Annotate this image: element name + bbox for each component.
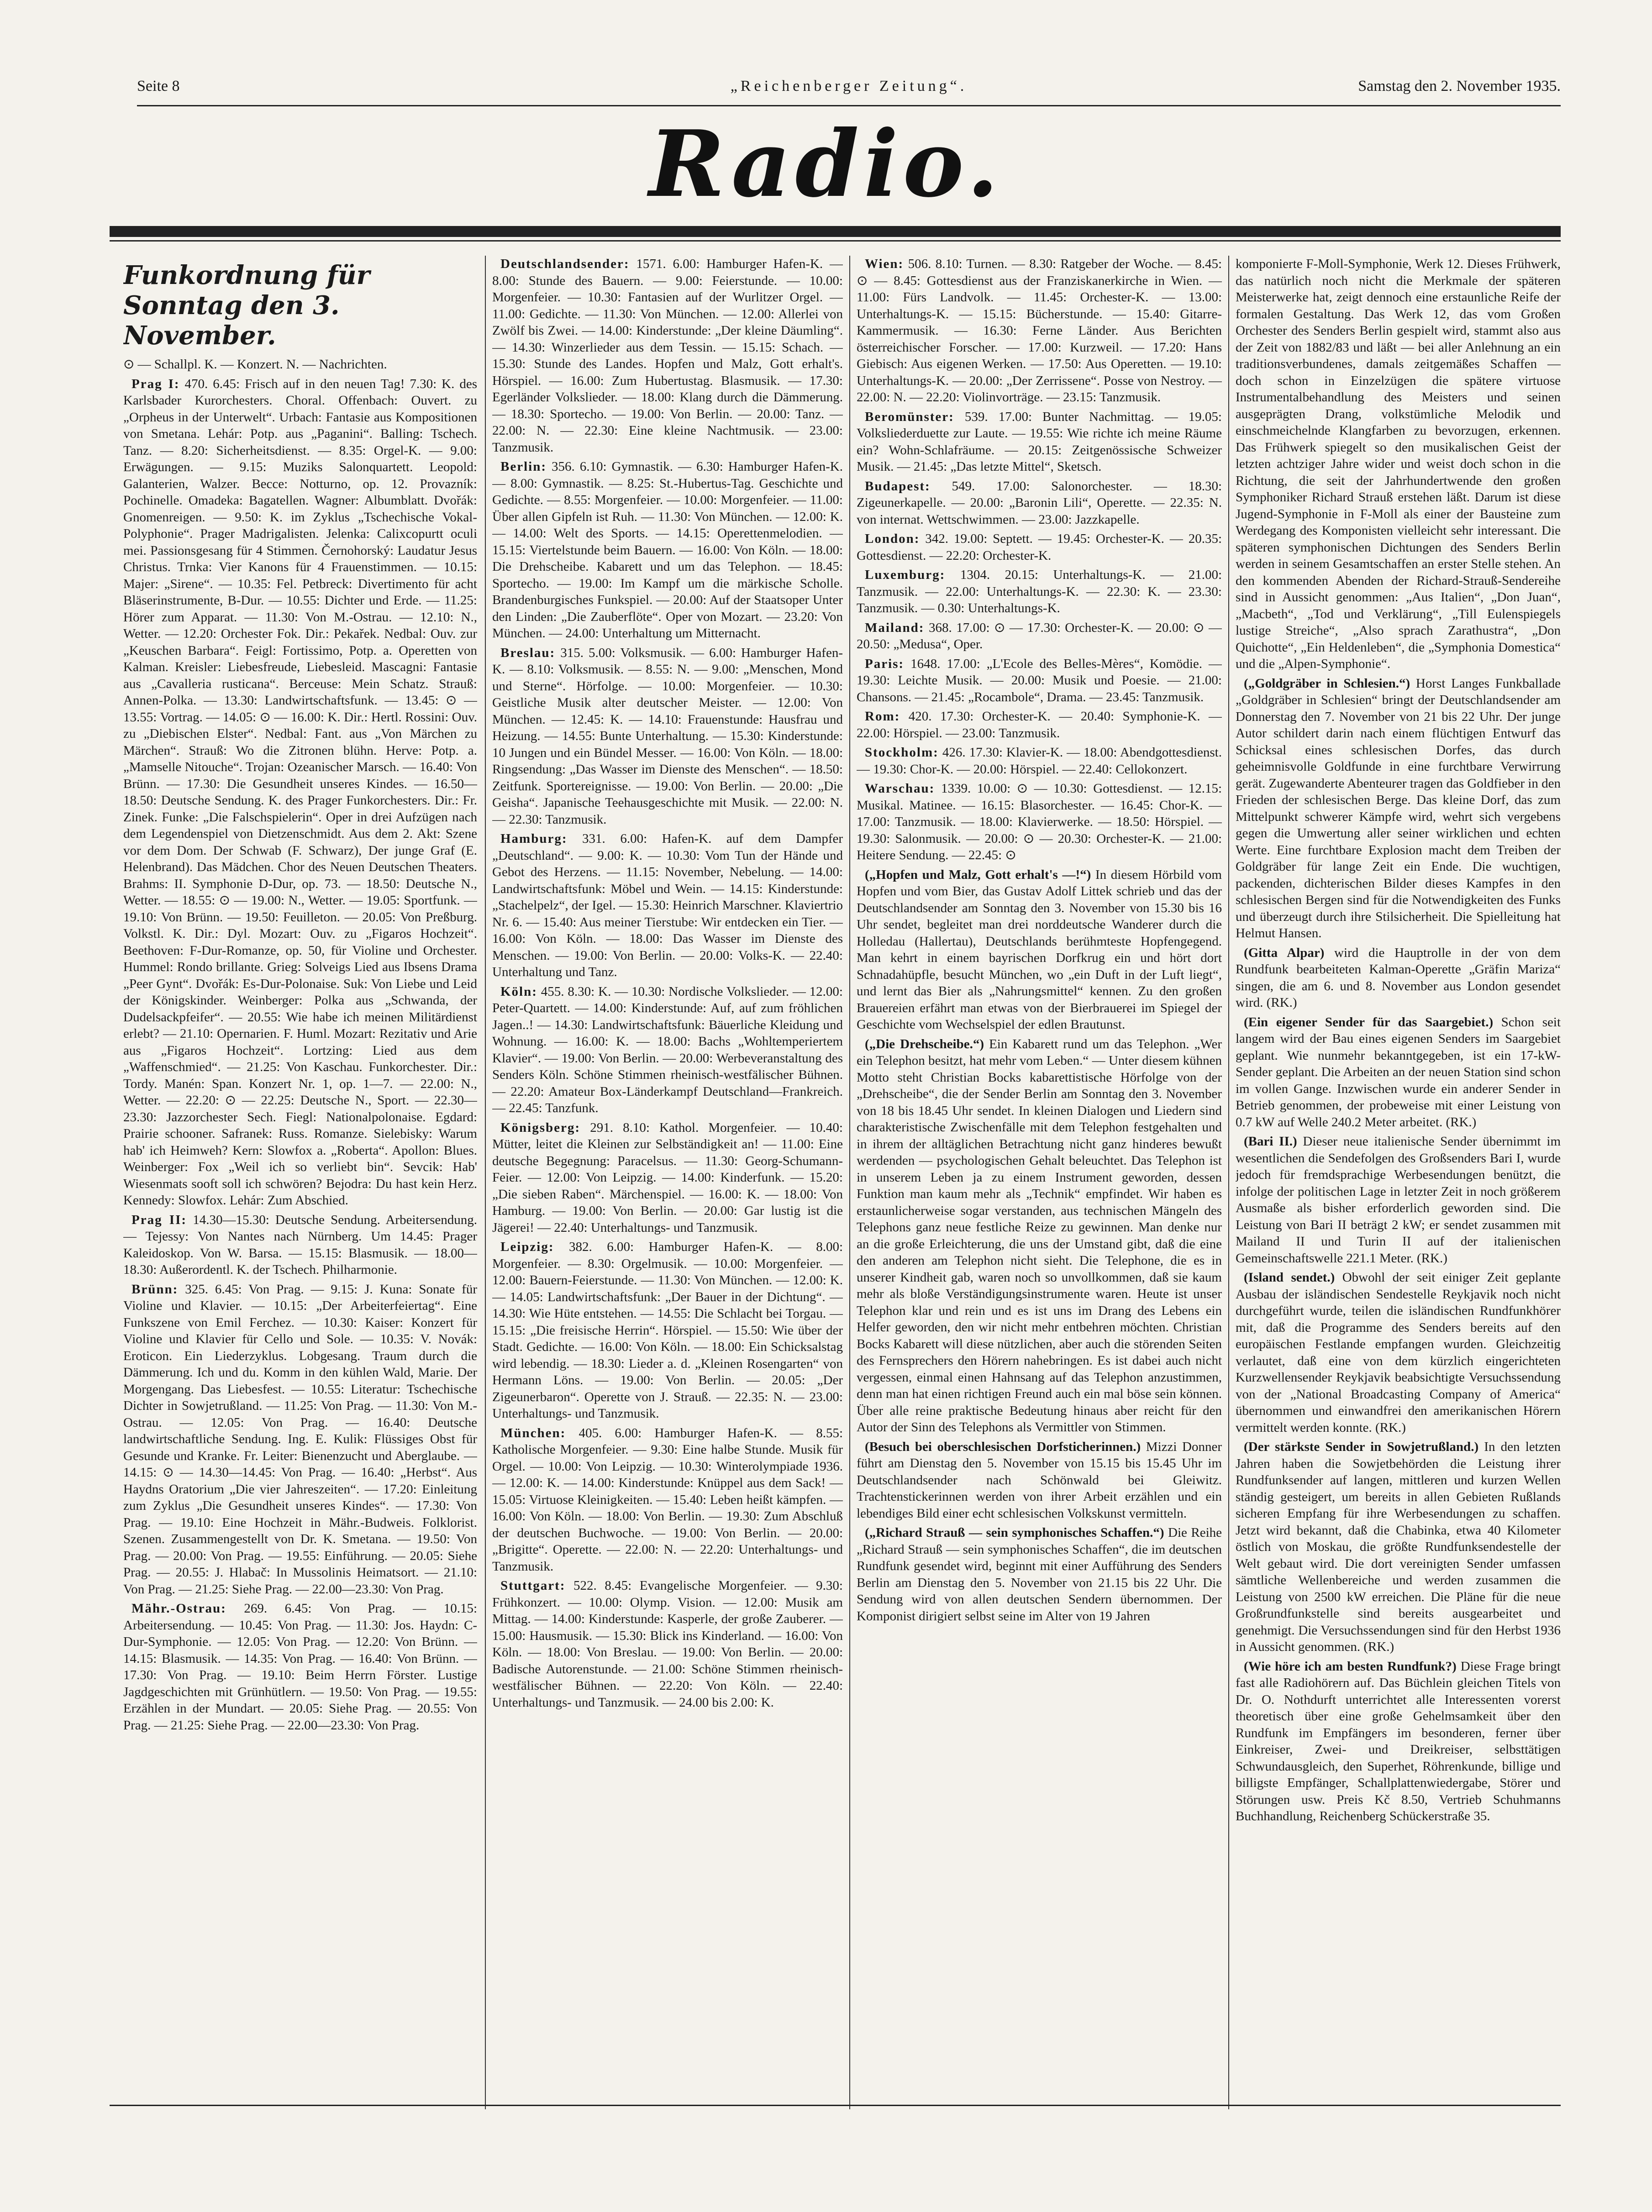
column-divider	[849, 256, 850, 2109]
article-body: wird die Hauptrolle in der von dem Rundfunk bearbeiteten Kalman-Operette „Gräfin Mariza“ singen, die am 6. und 8. November aus London gesendet wird. (RK.)	[1236, 945, 1561, 1010]
station-program: 539. 17.00: Bunter Nachmittag. — 19.05: Volksliederduette zur Laute. — 19.55: Wie richte ich meine Räume ein? Wohn-Schlafräume. — 20.15: Zeitgenössische Schweizer Musik. — 21.45: „Das letzte Mittel“, Sketsch.	[857, 409, 1222, 474]
article-body: Horst Langes Funkballade „Goldgräber in Schlesien“ bringt der Deutschlandsender am Donnerstag den 7. November von 21 bis 22 Uhr. Der junge Autor schildert darin nach einem flüchtigen Entwurf das Schicksal eines schlesischen Dorfes, das durch geheimnisvolle Goldfunde in eine furchtbare Verwirrung gerät. Zugewanderte Abenteurer tragen das Goldfieber in den Frieden der schlesischen Berge. Das kleine Dorf, das zum Mittelpunkt schwerer Kämpfe wird, wehrt sich vergebens gegen die Umwertung aller seiner wirklichen und echten Werte. Eine furchtbare Explosion macht dem Treiben der Goldgräber für lange Zeit ein Ende. Die wuchtigen, packenden, dichterischen Bilder dieses Kampfes in den schlesischen Bergen sind für die Notwendigkeiten des Funks und überzeugt durch ihre Stilsicherheit. Die Spielleitung hat Helmut Hansen.	[1236, 676, 1561, 940]
column-4	[1236, 256, 1561, 2093]
article-heading: (Der stärkste Sender in Sowjetrußland.)	[1244, 1440, 1479, 1454]
station-entry	[492, 830, 843, 981]
station-name: Paris:	[865, 656, 905, 671]
legend: ⊙ — Schallpl. K. — Konzert. N. — Nachrichten.	[123, 357, 387, 372]
station-program: 356. 6.10: Gymnastik. — 6.30: Hamburger Hafen-K. — 8.00: Gymnastik. — 8.25: St.-Hubertus-Tag. Geschichte und Gedichte. — 8.55: Morgenfeier. — 10.00: Morgenfeier. — 11.00: Über allen Gipfeln ist Ruh. — 11.30: Von München. — 12.00: K. — 14.00: Welt des Sports. — 14.15: Operettenmelodien. — 15.15: Viertelstunde beim Bauern. — 16.00: Von Köln. — 18.00: Die Drehscheibe. Kabarett und um das Telephon. — 18.45: Sportecho. — 19.00: Im Kampf um die märkische Scholle. Brandenburgisches Funkspiel. — 20.00: Auf der Staatsoper Unter den Linden: „Die Zauberflöte“. Oper von Mozart. — 23.20: Von München. — 24.00: Unterhaltung um Mitternacht.	[492, 459, 843, 641]
station-program: 382. 6.00: Hamburger Hafen-K. — 8.00: Morgenfeier. — 8.30: Orgelmusik. — 10.00: Morgenfeier. — 12.00: Bauern-Feierstunde. — 11.30: Von München. — 12.00: K. — 14.05: Landwirtschaftsfunk: „Der Bauer in der Dichtung“. — 14.30: Wie Hüte entstehen. — 14.55: Die Schlacht bei Torgau. — 15.15: „Die freisische Herrin“. Hörspiel. — 15.50: Wie über der Stadt. Gedichte. — 16.00: Von Köln. — 18.00: Ein Schicksalstag wird lebendig. — 18.30: Lieder a. d. „Kleinen Rosengarten“ von Hermann Löns. — 19.00: Von Berlin. — 20.05: „Der Zigeunerbaron“. Operette von J. Strauß. — 22.35: N. — 23.00: Unterhaltungs- und Tanzmusik.	[492, 1240, 843, 1421]
article-body: In diesem Hörbild vom Hopfen und vom Bier, das Gustav Adolf Littek schrieb und das der Deutschlandsender am Sonntag den 3. November von 15.30 bis 16 Uhr sendet, begleitet man drei norddeutsche Wanderer durch die Holledau (Hallertau), Deutschlands berühmteste Hopfengegend. Man kehrt in einem bayrischen Dorfkrug ein und hört dort Schnadahüpfle, besucht München, wo „ein Duft in der Luft liegt“, und lernt das Bier als „Nahrungsmittel“ kennen. Zu den großen Brauereien erfährt man etwas von der Bierbrauerei im Spiegel der Geschichte vom Wechselspiel der edlen Brautunst.	[857, 867, 1222, 1032]
article-body: Obwohl der seit einiger Zeit geplante Ausbau der isländischen Sendestelle Reykjavik noch nicht durchgeführt wurde, teilen die isländischen Rundfunkhörer mit, daß die Programme des Senders bereits auf den europäischen Festlande empfangen wurden. Gleichzeitig verlautet, daß eine von dem kürzlich eingerichteten Kurzwellensender Reykjavik beabsichtigte Versuchssendung von der „National Broadcasting Company of America“ übernommen und einwandfrei den amerikanischen Hörern vermittelt werden konnte. (RK.)	[1236, 1270, 1561, 1435]
station-name: Stuttgart:	[500, 1578, 566, 1593]
article-heading: (Besuch bei oberschlesischen Dorfsticherinnen.)	[865, 1439, 1141, 1454]
column-1	[123, 256, 477, 2093]
station-entry	[857, 256, 1222, 406]
article	[1236, 945, 1561, 1011]
station-name: Budapest:	[865, 478, 931, 494]
article	[857, 1524, 1222, 1624]
station-name: Warschau:	[865, 781, 935, 796]
article-body: Schon seit langem wird der Bau eines eigenen Senders im Saargebiet geplant. Wie nunmehr bekanntgegeben, ist ein 17-kW-Sender geplant. Die Arbeiten an der neuen Station sind schon im vollen Gange. Inzwischen wurde ein anderer Sender in Betrieb genommen, der probeweise mit einer Leistung von 0.7 kW auf Welle 240.2 Meter arbeitet. (RK.)	[1236, 1014, 1561, 1130]
station-name: Breslau:	[500, 645, 556, 660]
station-name: Deutschlandsender:	[500, 257, 630, 271]
article-heading: („Richard Strauß — sein symphonisches Schaffen.“)	[865, 1525, 1164, 1540]
masthead-rule-thin	[110, 240, 1561, 242]
article-heading: („Goldgräber in Schlesien.“)	[1244, 676, 1410, 691]
page-number: Seite 8	[137, 78, 180, 95]
station-entry	[492, 458, 843, 642]
station-entry	[857, 780, 1222, 864]
article-heading: (Bari II.)	[1244, 1134, 1297, 1149]
running-header	[137, 78, 1561, 106]
article	[1236, 675, 1561, 942]
station-name: Brünn:	[132, 1282, 179, 1297]
station-program: 291. 8.10: Kathol. Morgenfeier. — 10.40: Mütter, leitet die Kleinen zur Selbständigkeit an! — 11.00: Eine deutsche Begegnung: Paracelsus. — 11.30: Georg-Schumann-Feier. — 12.00: Von Leipzig. — 14.00: Kinderfunk. — 15.20: „Die sieben Raben“. Märchenspiel. — 16.00: K. — 18.00: Von Hamburg. — 19.00: Von Berlin. — 20.00: Gar lustig ist die Jägerei! — 22.40: Unterhaltungs- und Tanzmusik.	[492, 1120, 843, 1235]
station-program: 470. 6.45: Frisch auf in den neuen Tag! 7.30: K. des Karlsbader Kurorchesters. Choral. Offenbach: Ouvert. zu „Orpheus in der Unterwelt“. Urbach: Fantasie aus Kompositionen von Smetana. Lehár: Potp. aus „Paganini“. Balling: Tschech. Tanz. — 8.20: Sicherheitsdienst. — 8.35: Orgel-K. — 9.00: Erwägungen. — 9.15: Muziks Salonquartett. Leopold: Galanterien, Walzer. Becce: Notturno, op. 12. Provazník: Pochinelle. Omadeka: Bagatellen. Wagner: Albumblatt. Dvořák: Gnomenreigen. — 9.50: K. im Zyklus „Tschechische Vokal-Polyphonie“. Prager Madrigalisten. Jelenka: Calixcopurtt oculi mei. Passionsgesang für 4 Stimmen. Černohorský: Laudatur Jesus Christus. Trnka: Vier Kanons für 4 Frauenstimmen. — 10.15: Majer: „Sirene“. — 10.35: Fel. Petbreck: Divertimento für acht Bläserinstrumente, B-Dur. — 10.55: Dichter und Erde. — 11.25: Hörer zum Apparat. — 11.30: Von M.-Ostrau. — 12.10: N., Wetter. — 12.20: Orchester Fok. Dir.: Pekařek. Nedbal: Ouv. zur „Keuschen Barbara“. Feigl: Fortissimo, Potp. a. Operetten von Kalman. Kreisler: Liebesfreude, Liebesleid. Mascagni: Fantasie aus „Cavalleria rusticana“. Berceuse: Mein Schatz. Strauß: Annen-Polka. — 13.30: Landwirtschaftsfunk. — 13.45: ⊙ — 13.55: Vortrag. — 14.05: ⊙ — 16.00: K. Dir.: Hertl. Rossini: Ouv. zu „Diebischen Elster“. Nedbal: Fant. aus „Von Märchen zu Märchen“. Strauß: Wo die Zitronen blühn. Herve: Potp. a. „Mamselle Nitouche“. Trojan: Ozeanischer Marsch. — 16.40: Von Brünn. — 17.30: Die Gesundheit unseres Kindes. — 16.50—18.50: Deutsche Sendung. K. des Prager Funkorchesters. Dir.: Fr. Zinek. Funke: „Die Falschspielerin“. Oper in drei Aufzügen nach dem Legendenspiel von Dietzenschmidt. Aus dem 2. Akt: Szene vor dem Dom. Der Schwab (F. Schwarz), Der junge Graf (E. Helenbrand). Das Mädchen. Chor des Neuen Deutschen Theaters. Brahms: II. Symphonie D-Dur, op. 73. — 18.50: Deutsche N., Wetter. — 18.55: ⊙ — 19.00: N., Wetter. — 19.05: Sportfunk. — 19.10: Von Brünn. — 19.50: Feuilleton. — 20.05: Von Preßburg. Volkstl. K. Dir.: Dyl. Mozart: Ouv. zu „Figaros Hochzeit“. Beethoven: F-Dur-Romanze, op. 50, für Violine und Orchester. Hummel: Rondo brillante. Grieg: Solveigs Lied aus Ibsens Drama „Peer Gynt“. Dvořák: Es-Dur-Polonaise. Suk: Von Liebe und Leid der Königskinder. Weinberger: Polka aus „Schwanda, der Dudelsackpfeifer“. — 20.55: Wie habe ich meinen Militärdienst erlebt? — 21.10: Opernarien. F. Huml. Mozart: Rezitativ und Arie aus „Figaros Hochzeit“. Lortzing: Lied aus dem „Waffenschmied“. — 21.25: Von Kaschau. Funkorchester. Dir.: Tordy. Manén: Span. Konzert Nr. 1, op. 1—7. — 22.00: N., Wetter. — 22.20: ⊙ — 22.25: Deutsche N., Sport. — 22.30—23.30: Jazzorchester Sech. Fiegl: Nationalpolonaise. Egdard: Prairie schooner. Safranek: Russ. Romanze. Sielebisky: Warum hab' ich Heimweh? Kern: Slowfox a. „Roberta“. Apollon: Blues. Weinberger: Fox „Weil ich so verliebt bin“. Sevcik: Hab' Wiesenmats sooft soll ich schwören? Bejodra: Du hast kein Herz. Kennedy: Slowfox. Lehár: Zum Abschied.	[123, 376, 477, 1208]
station-name: München:	[500, 1425, 566, 1440]
article-body: Mizzi Donner führt am Dienstag den 5. November von 15.15 bis 15.45 Uhr im Deutschlandsender nach Schönwald bei Gleiwitz. Trachtenstickerinnen werden von ihrer Arbeit erzählen und ein lebendiges Bild einer echt schlesischen Volkskunst vermitteln.	[857, 1439, 1222, 1521]
article-heading: (Wie höre ich am besten Rundfunk?)	[1244, 1659, 1457, 1674]
station-program: 269. 6.45: Von Prag. — 10.15: Arbeitersendung. — 10.45: Von Prag. — 11.30: Jos. Haydn: C-Dur-Symphonie. — 12.05: Von Prag. — 12.20: Von Brünn. — 14.15: Blasmusik. — 14.35: Von Prag. — 16.40: Von Brünn. — 17.30: Von Prag. — 19.10: Beim Herrn Förster. Lustige Jagdgeschichten mit Grünhütlern. — 19.50: Von Prag. — 19.55: Erzählen in der Mundart. — 20.05: Siehe Prag. — 20.55: Von Prag. — 21.25: Siehe Prag. — 22.00—23.30: Von Prag.	[123, 1601, 477, 1733]
station-entry	[857, 708, 1222, 741]
article-body: Dieser neue italienische Sender übernimmt im wesentlichen die Sendefolgen des Großsenders Bari I, wurde jedoch für fremdsprachige Werbesendungen benützt, die infolge der politischen Lage in letzter Zeit in noch größerem Ausmaße als bisher erforderlich geworden sind. Die Leistung von Bari II beträgt 2 kW; er sendet zusammen mit Mailand II und Turin II auf der italienischen Gemeinschaftswelle 221.1 Meter. (RK.)	[1236, 1134, 1561, 1266]
station-program: 1339. 10.00: ⊙ — 10.30: Gottesdienst. — 12.15: Musikal. Matinee. — 16.15: Blasorchester. — 16.45: Chor-K. — 17.00: Tanzmusik. — 18.00: Klavierwerke. — 18.50: Hörspiel. — 19.30: Salonmusik. — 20.00: ⊙ — 20.30: Orchester-K. — 21.00: Heitere Sendung. — 22.45: ⊙	[857, 781, 1222, 862]
station-entry	[857, 478, 1222, 528]
article	[1236, 1014, 1561, 1131]
column-divider	[1228, 256, 1229, 2109]
article-heading: (Gitta Alpar)	[1244, 945, 1325, 960]
article-continuation: komponierte F-Moll-Symphonie, Werk 12. Dieses Frühwerk, das natürlich noch nicht die Merkmale der späteren Meisterwerke hat, zeigt dennoch eine erstaunliche Reife der formalen Gestaltung. Das Werk 12, das vom Großen Orchester des Senders Berlin gespielt wird, stammt also aus der Zeit von 1882/83 und läßt — bei aller Anlehnung an ein traditionsverbundenes, damals zeitgemäßes Schaffen — doch schon in Einzelzügen die spätere virtuose Instrumentalbehandlung des Meisters und seinen ausgeprägten Drang, volkstümliche Melodik und einschmeichelnde Klangfarben zu bevorzugen, erkennen. Das Frühwerk spiegelt so den musikalischen Geist der letzten achtziger Jahre wider und weist doch schon in die Richtung, die seit der Jahrhundertwende den großen Symphoniker Richard Strauß erstehen läßt. Darum ist diese Jugend-Symphonie in F-Moll als einer der Bausteine zum Werdegang des Komponisten vielleicht sehr interessant. Die späteren symphonischen Dichtungen des Senders Berlin werden in seinem Gesamtschaffen an erster Stelle stehen. An den kommenden Abenden der Richard-Strauß-Sendereihe sind in Aussicht genommen: „Aus Italien“, „Don Juan“, „Macbeth“, „Tod und Verklärung“, „Till Eulenspiegels lustige Streiche“, „Also sprach Zarathustra“, „Don Quichotte“, „Ein Heldenleben“, die „Symphonia Domestica“ und die „Alpen-Symphonie“.	[1236, 257, 1561, 671]
station-program: 1648. 17.00: „L'Ecole des Belles-Mères“, Komödie. — 19.30: Leichte Musik. — 20.00: Musik und Poesie. — 21.00: Chansons. — 21.45: „Rocambole“, Drama. — 23.45: Tanzmusik.	[857, 656, 1222, 704]
station-program: 506. 8.10: Turnen. — 8.30: Ratgeber der Woche. — 8.45: ⊙ — 8.45: Gottesdienst aus der Franziskanerkirche in Wien. — 11.00: Fürs Landvolk. — 11.45: Orchester-K. — 13.00: Unterhaltungs-K. — 15.15: Bücherstunde. — 15.40: Gitarre-Kammermusik. — 16.30: Ferne Länder. Aus Berichten österreichischer Forscher. — 17.00: Kurzweil. — 17.20: Hans Giebisch: Aus eigenen Werken. — 17.50: Aus Operetten. — 19.10: Unterhaltungs-K. — 20.00: „Der Zerrissene“. Posse von Nestroy. — 22.00: N. — 22.20: Violinvorträge. — 23.15: Tanzmusik.	[857, 257, 1222, 405]
station-name: Stockholm:	[865, 745, 939, 760]
station-program: 368. 17.00: ⊙ — 17.30: Orchester-K. — 20.00: ⊙ — 20.50: „Medusa“, Oper.	[857, 620, 1222, 652]
station-name: Beromünster:	[865, 409, 954, 424]
column-3	[857, 256, 1222, 2093]
station-program: 549. 17.00: Salonorchester. — 18.30: Zigeunerkapelle. — 20.00: „Baronin Lili“, Operette. — 22.35: N. von internat. Wettschwimmen. — 23.00: Jazzkapelle.	[857, 478, 1222, 527]
article	[1236, 1658, 1561, 1825]
station-program: 1571. 6.00: Hamburger Hafen-K. — 8.00: Stunde des Bauern. — 9.00: Feierstunde. — 10.00: Morgenfeier. — 10.30: Fantasien auf der Wurlitzer Orgel. — 11.00: Gedichte. — 11.30: Von München. — 12.00: Allerlei von Zwölf bis Zwei. — 14.00: Kinderstunde: „Der kleine Däumling“. — 14.30: Winzerlieder aus dem Tessin. — 15.15: Schach. — 15.30: Stunde des Landes. Hopfen und Malz, Gott erhalt's. Hörspiel. — 16.00: Zum Hubertustag. Blasmusik. — 17.30: Egerländer Volkslieder. — 18.00: Klang durch die Dämmerung. — 18.30: Sportecho. — 19.00: Von Berlin. — 20.00: Tanz. — 22.00: N. — 22.30: Eine kleine Nachtmusik. — 23.00: Tanzmusik.	[492, 257, 843, 455]
column-2	[492, 256, 843, 2093]
station-entry	[857, 744, 1222, 778]
section-title: Radio.	[649, 110, 1003, 218]
article	[1236, 1269, 1561, 1436]
station-program: 405. 6.00: Hamburger Hafen-K. — 8.55: Katholische Morgenfeier. — 9.30: Eine halbe Stunde. Musik für Orgel. — 10.00: Von Leipzig. — 10.30: Winterolympiade 1936. — 12.00: K. — 14.00: Kinderstunde: Knüppel aus dem Sack! — 15.05: Virtuose Kleinigkeiten. — 15.40: Leben heißt kämpfen. — 16.00: Von Köln. — 18.00: Von Berlin. — 19.30: Zum Abschluß der deutschen Buchwoche. — 19.00: Von Berlin. — 20.00: „Brigitte“. Operette. — 22.00: N. — 22.20: Unterhaltungs- und Tanzmusik.	[492, 1425, 843, 1574]
newspaper-name: „Reichenberger Zeitung“.	[730, 78, 968, 95]
station-name: Berlin:	[500, 459, 547, 474]
schedule-heading: Funkordnung für Sonntag den 3. November.	[123, 260, 370, 351]
article	[857, 1036, 1222, 1436]
station-entry	[123, 1212, 477, 1278]
article	[1236, 1133, 1561, 1266]
station-program: 14.30—15.30: Deutsche Sendung. Arbeitersendung. — Tejessy: Von Nantes nach Nürnberg. Um 14.45: Prager Kaleidoskop. Von W. Barsa. — 15.15: Blasmusik. — 18.00—18.30: Außerordentl. K. der Tschech. Philharmonie.	[123, 1212, 477, 1277]
station-entry	[123, 1600, 477, 1734]
article-heading: (Ein eigener Sender für das Saargebiet.)	[1244, 1014, 1494, 1030]
station-entry	[492, 1239, 843, 1422]
station-entry	[857, 531, 1222, 564]
station-name: Köln:	[500, 984, 537, 999]
station-entry	[492, 1425, 843, 1575]
station-entry	[492, 1577, 843, 1711]
station-name: Hamburg:	[500, 831, 568, 846]
station-name: Wien:	[865, 257, 904, 271]
article-body: In den letzten Jahren haben die Sowjetbehörden die Leistung ihrer Rundfunksender auf langen, mittleren und kurzen Wellen ständig gesteigert, um bereits in allen Gebieten Rußlands sicheren Empfang für ihre Werbesendungen zu schaffen. Jetzt wird bekannt, daß die Chabinka, etwa 40 Kilometer östlich von Moskau, die größte Rundfunksendestelle der Welt gebaut wird. Die dort vereinigten Sender umfassen sämtliche Wellenbereiche und werden zusammen die Leistung von 2500 kW erreichen. Die Pläne für die neue Großrundfunkstelle sind bereits ausgearbeitet und genehmigt. Die Versuchssendungen sind für den Herbst 1936 in Aussicht genommen. (RK.)	[1236, 1440, 1561, 1654]
station-name: Prag II:	[132, 1212, 187, 1227]
station-program: 325. 6.45: Von Prag. — 9.15: J. Kuna: Sonate für Violine und Klavier. — 10.15: „Der Arbeiterfeiertag“. Eine Funkszene von Emil Ferchez. — 10.30: Kaiser: Konzert für Violine und Klavier für Cello und Sole. — 10.35: V. Novák: Eroticon. Ein Liederzyklus. Lobgesang. Traum durch die Dämmerung. Ich und du. Komm in den kühlen Wald, Marie. Der Morgengang. Das Liebesfest. — 10.55: Literatur: Tschechische Dichter in Sowjetrußland. — 11.25: Von Prag. — 11.30: Von M.-Ostrau. — 12.05: Von Prag. — 16.40: Deutsche landwirtschaftliche Sendung. Ing. E. Kulik: Flüssiges Obst für Gesunde und Kranke. Fr. Leiter: Bienenzucht und Aberglaube. — 14.15: ⊙ — 14.30—14.45: Von Prag. — 16.40: „Herbst“. Aus Haydns Oratorium „Die vier Jahreszeiten“. — 17.20: Einleitung zum Zyklus „Die Gesundheit unseres Kindes“. — 17.30: Von Prag. — 19.10: Eine Hochzeit in Mähr.-Budweis. Folklorist. Szenen. Zusammengestellt von Dr. K. Smetana. — 19.50: Von Prag. — 20.00: Von Prag. — 19.55: Einführung. — 20.05: Siehe Prag. — 20.55: J. Hlabač: In Mussolinis Heimatsort. — 21.10: Von Prag. — 21.25: Siehe Prag. — 22.00—23.30: Von Prag.	[123, 1282, 477, 1597]
article	[857, 867, 1222, 1033]
station-program: 522. 8.45: Evangelische Morgenfeier. — 9.30: Frühkonzert. — 10.00: Olymp. Vision. — 12.00: Musik am Mittag. — 14.00: Kinderstunde: Kasperle, der große Zauberer. — 15.00: Hausmusik. — 15.30: Blick ins Kinderland. — 16.00: Von Köln. — 18.00: Von Breslau. — 19.00: Von Berlin. — 20.00: Badische Autorenstunde. — 21.00: Schöne Stimmen rheinisch-westfälischer Bühnen. — 22.20: Von Köln. — 22.40: Unterhaltungs- und Tanzmusik. — 24.00 bis 2.00: K.	[492, 1578, 843, 1710]
masthead-rule-thick	[110, 226, 1561, 237]
station-program: 331. 6.00: Hafen-K. auf dem Dampfer „Deutschland“. — 9.00: K. — 10.30: Vom Tun der Hände und Gebot des Herzens. — 11.15: November, Nebelung. — 14.00: Landwirtschaftsfunk: Möbel und Wein. — 14.15: Kinderstunde: „Stachelpelz“, der Igel. — 15.30: Heinrich Marschner. Klaviertrio Nr. 6. — 15.40: Aus meiner Tierstube: Wir entdecken ein Tier. — 16.00: Von Köln. — 18.00: Das Wasser im Dienste des Menschen. — 19.00: Von Berlin. — 20.00: Volks-K. — 22.40: Unterhaltung und Tanz.	[492, 831, 843, 979]
station-entry	[492, 1119, 843, 1236]
station-name: Mähr.-Ostrau:	[132, 1601, 226, 1616]
article-body: Diese Frage bringt fast alle Radiohörern auf. Das Büchlein gleichen Titels von Dr. O. Nothdurft unterrichtet alle Interessenten vorerst theoretisch über eine große Gehelmsamkeit über den Rundfunk im Empfängers im besonderen, ferner über Einkreiser, Zwei- und Dreikreiser, selbsttätigen Schwundausgleich, den Superhet, Röhrenkunde, billige und billigste Empfänger, Schallplattenwiedergabe, Störer und Störungen usw. Preis Kč 8.50, Vertrieb Schuhmanns Buchhandlung, Reichenberg Schückerstraße 35.	[1236, 1659, 1561, 1823]
station-name: Prag I:	[132, 376, 180, 391]
station-entry	[857, 620, 1222, 653]
article-heading: (Island sendet.)	[1244, 1270, 1335, 1285]
station-program: 455. 8.30: K. — 10.30: Nordische Volkslieder. — 12.00: Peter-Quartett. — 14.00: Kinderstunde: Auf, auf zum fröhlichen Jagen..! — 14.30: Landwirtschaftsfunk: Bäuerliche Kleidung und Wohnung. — 16.00: K. — 18.00: Bachs „Wohltemperiertem Klavier“. — 19.00: Von Berlin. — 20.00: Werbeveranstaltung des Senders Köln. Schöne Stimmen rheinisch-westfälischer Bühnen. — 22.20: Amateur Box-Länderkampf Deutschland—Frankreich. — 22.45: Tanzfunk.	[492, 984, 843, 1115]
article	[857, 1439, 1222, 1522]
article-body: Ein Kabarett rund um das Telephon. „Wer ein Telephon besitzt, hat mehr vom Leben.“ — Unter diesem kühnen Motto steht Christian Bocks kabarettistische Hörfolge von der „Drehscheibe“, die der Sender Berlin am Sonntag den 3. November von 18 bis 18.45 Uhr sendet. In kleinen Dialogen und Liedern sind charakteristische Zwischenfälle mit dem Telephon festgehalten und in ihrem der alltäglichen Betrachtung nicht ganz hinderes bewußt werdenden — psychologischen Gehalt beleuchtet. Das Telephon ist in unserem Leben ja zu einem Instrument geworden, dessen Funktion man kaum mehr als „Technik“ empfindet. Wir haben es erstaunlicherweise sogar verstanden, aus technischen Mängeln des Telephons ganz neue festliche Reize zu gewinnen. Man denke nur an die große Erleichterung, die uns der Umstand gibt, daß die eine den anderen am Telephon nicht sieht. Die Telephone, die es in unserer Kindheit gab, waren noch so unvollkommen, daß sie kaum mehr als bloße Verständigungsinstrumente waren. Heute ist unser Telephon klar und rein und es ist uns im Drang des Lebens ein Helfer geworden, den wir nicht mehr entbehren möchten. Christian Bocks Kabarett will diese nützlichen, aber auch die störenden Seiten des Fernsprechers den Hörern nahebringen. Es ist dabei auch nicht vergessen, einmal einen Hahnsang auf das Telephon anzustimmen, denn man hat einen richtigen Freund auch ein mal böse sein können. Über alle reine praktische Bedeutung hinaus aber reicht für den Autor der Sinn des Telephons als Vermittler von Stimmen.	[857, 1036, 1222, 1434]
article-heading: („Hopfen und Malz, Gott erhalt's —!“)	[865, 867, 1091, 882]
station-name: Luxemburg:	[865, 567, 946, 582]
station-program: 1304. 20.15: Unterhaltungs-K. — 21.00: Tanzmusik. — 22.00: Unterhaltungs-K. — 22.30: K. — 23.30: Tanzmusik. — 0.30: Unterhaltungs-K.	[857, 567, 1222, 615]
station-entry	[492, 645, 843, 828]
station-program: 420. 17.30: Orchester-K. — 20.40: Symphonie-K. — 22.00: Hörspiel. — 23.00: Tanzmusik.	[857, 709, 1222, 741]
station-entry	[857, 567, 1222, 617]
station-entry	[857, 409, 1222, 475]
station-entry	[123, 1281, 477, 1598]
station-entry	[492, 256, 843, 456]
station-program: 426. 17.30: Klavier-K. — 18.00: Abendgottesdienst. — 19.30: Chor-K. — 20.00: Hörspiel. — 22.40: Cellokonzert.	[857, 745, 1222, 777]
station-name: Leipzig:	[500, 1240, 554, 1254]
station-name: Mailand:	[865, 620, 925, 635]
article-heading: („Die Drehscheibe.“)	[865, 1036, 984, 1051]
bottom-rule	[110, 2105, 1561, 2106]
article	[1236, 1439, 1561, 1655]
station-name: London:	[865, 531, 920, 546]
section-masthead	[0, 112, 1652, 217]
issue-date: Samstag den 2. November 1935.	[1358, 78, 1561, 95]
station-entry	[492, 983, 843, 1117]
station-name: Rom:	[865, 709, 900, 724]
station-program: 315. 5.00: Volksmusik. — 6.00: Hamburger Hafen-K. — 8.10: Volksmusik. — 8.55: N. — 9.00: „Menschen, Mond und Sterne“. Hörfolge. — 10.00: Morgenfeier. — 10.30: Geistliche Musik alter deutscher Meister. — 12.00: Von München. — 12.45: K. — 14.10: Frauenstunde: Hausfrau und Heizung. — 14.55: Bunte Unterhaltung. — 15.30: Kinderstunde: 10 Jungen und ein Bündel Messer. — 16.00: Von Köln. — 18.00: Ringsendung: „Das Wasser im Dienste des Menschen“. — 18.50: Zeitfunk. Sportereignisse. — 19.00: Von Berlin. — 20.00: „Die Geisha“. Japanische Teehausgeschichte mit Musik. — 22.00: N. — 22.30: Tanzmusik.	[492, 645, 843, 827]
station-program: 342. 19.00: Septett. — 19.45: Orchester-K. — 20.35: Gottesdienst. — 22.20: Orchester-K.	[857, 531, 1222, 563]
column-divider	[485, 256, 486, 2109]
article-body: Die Reihe „Richard Strauß — sein symphonisches Schaffen“, die im deutschen Rundfunk gesendet wird, beginnt mit einer Aufführung des Senders Berlin am Dienstag den 5. November von 21.15 bis 22 Uhr. Die Sendung wird von allen deutschen Sendern übernommen. Der Komponist dirigiert selbst seine im Alter von 19 Jahren	[857, 1525, 1222, 1624]
station-entry	[857, 656, 1222, 706]
station-entry	[123, 376, 477, 1209]
station-name: Königsberg:	[500, 1120, 581, 1135]
